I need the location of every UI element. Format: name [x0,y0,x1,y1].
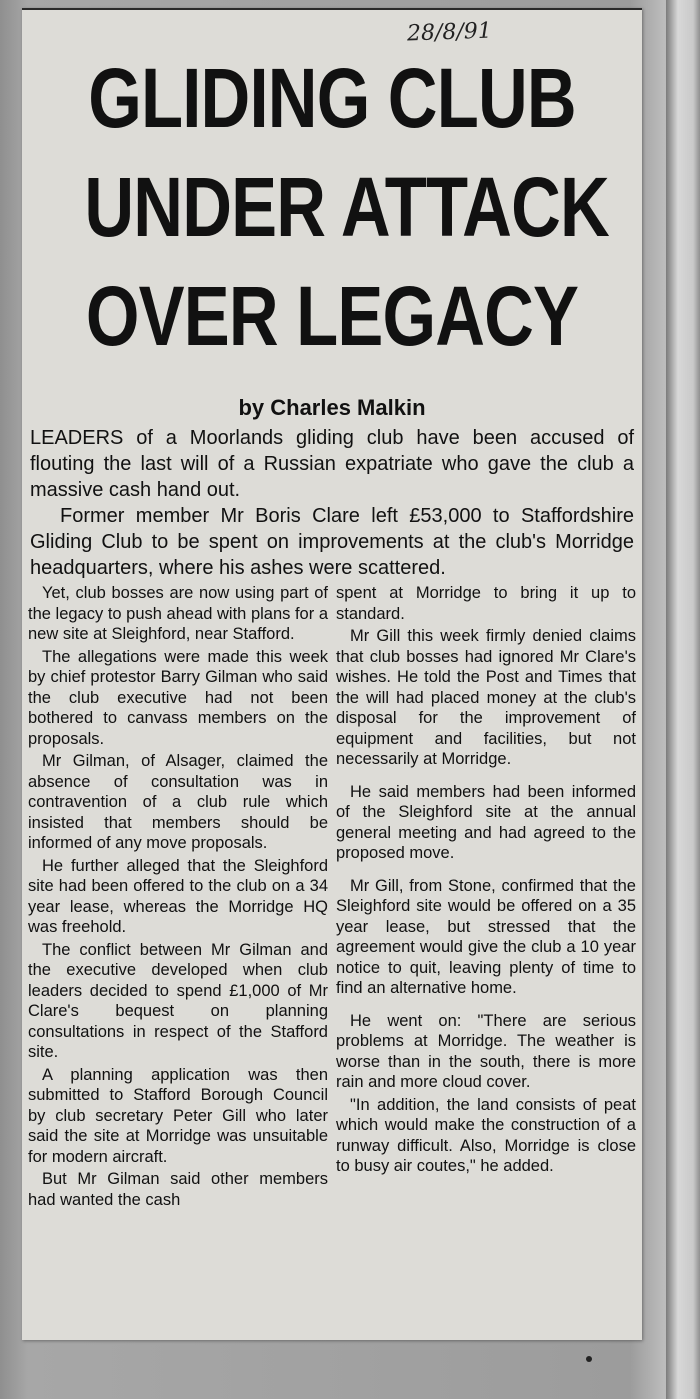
paragraph: "In addition, the land consists of peat which would make the construction of a runway difficult. Also, Morridge is close to busy air coutes," he added. [336,1095,636,1175]
paragraph: The conflict between Mr Gilman and the executive developed when club leaders decided to spend £1,000 of Mr Clare's bequest on planning consultations in respect of the Stafford site. [28,940,328,1061]
headline [78,44,609,371]
paragraph: He said members had been informed of the Sleighford site at the annual general meeting and had agreed to the proposed move. [336,782,636,862]
newspaper-clipping [22,8,642,1340]
lead-paragraph: LEADERS of a Moorlands gliding club have been accused of flouting the last will of a Russian expatriate who gave the club a massive cash hand out. [30,427,634,501]
article-columns [22,583,642,1212]
paragraph: But Mr Gilman said other members had wanted the cash [28,1170,328,1209]
lead-paragraph: Former member Mr Boris Clare left £53,000 to Staffordshire Gliding Club to be spent on improvements at the club's Morridge headquarters, where his ashes were scattered. [30,505,634,579]
headline-line-2: UNDER ATTACK [84,160,609,254]
lead-paragraphs [22,425,642,581]
headline-line-3: OVER LEGACY [85,269,579,363]
byline: by Charles Malkin [238,395,426,420]
paragraph: He further alleged that the Sleighford site had been offered to the club on a 34 year lease, whereas the Morridge HQ was freehold. [28,856,328,936]
paragraph: Mr Gill this week firmly denied claims that club bosses had ignored Mr Clare's wishes. He told the Post and Times that the will had placed money at the club's disposal for the improvement of equipment and facilities, but not necessarily at Morridge. [336,627,636,768]
paragraph: Yet, club bosses are now using part of the legacy to push ahead with plans for a new site at Sleighford, near Stafford. [28,584,328,643]
scan-speck [586,1356,592,1362]
paragraph: Mr Gilman, of Alsager, claimed the absence of consultation was in contravention of a club rule which insisted that members should be informed of any move proposals. [28,752,328,852]
paragraph: The allegations were made this week by chief protestor Barry Gilman who said the club executive had not been bothered to canvass members on the proposals. [28,647,328,748]
paragraph: Mr Gill, from Stone, confirmed that the Sleighford site would be offered on a 35 year lease, but stressed that the agreement would give the club a 10 year notice to quit, leaving plenty of time to find an alternative home. [336,876,636,997]
column-left [28,583,328,1212]
handwritten-date: 28/8/91 [406,18,493,47]
paragraph: A planning application was then submitted to Stafford Borough Council by club secretary Peter Gill who later said the site at Morridge was unsuitable for modern aircraft. [28,1065,328,1166]
page-edge-strip [666,0,700,1399]
paragraph: spent at Morridge to bring it up to standard. [336,584,636,623]
column-right [336,583,636,1212]
paragraph: He went on: "There are serious problems at Morridge. The weather is worse than in the south, there is more rain and more cloud cover. [336,1011,636,1091]
headline-line-1: GLIDING CLUB [88,51,576,145]
